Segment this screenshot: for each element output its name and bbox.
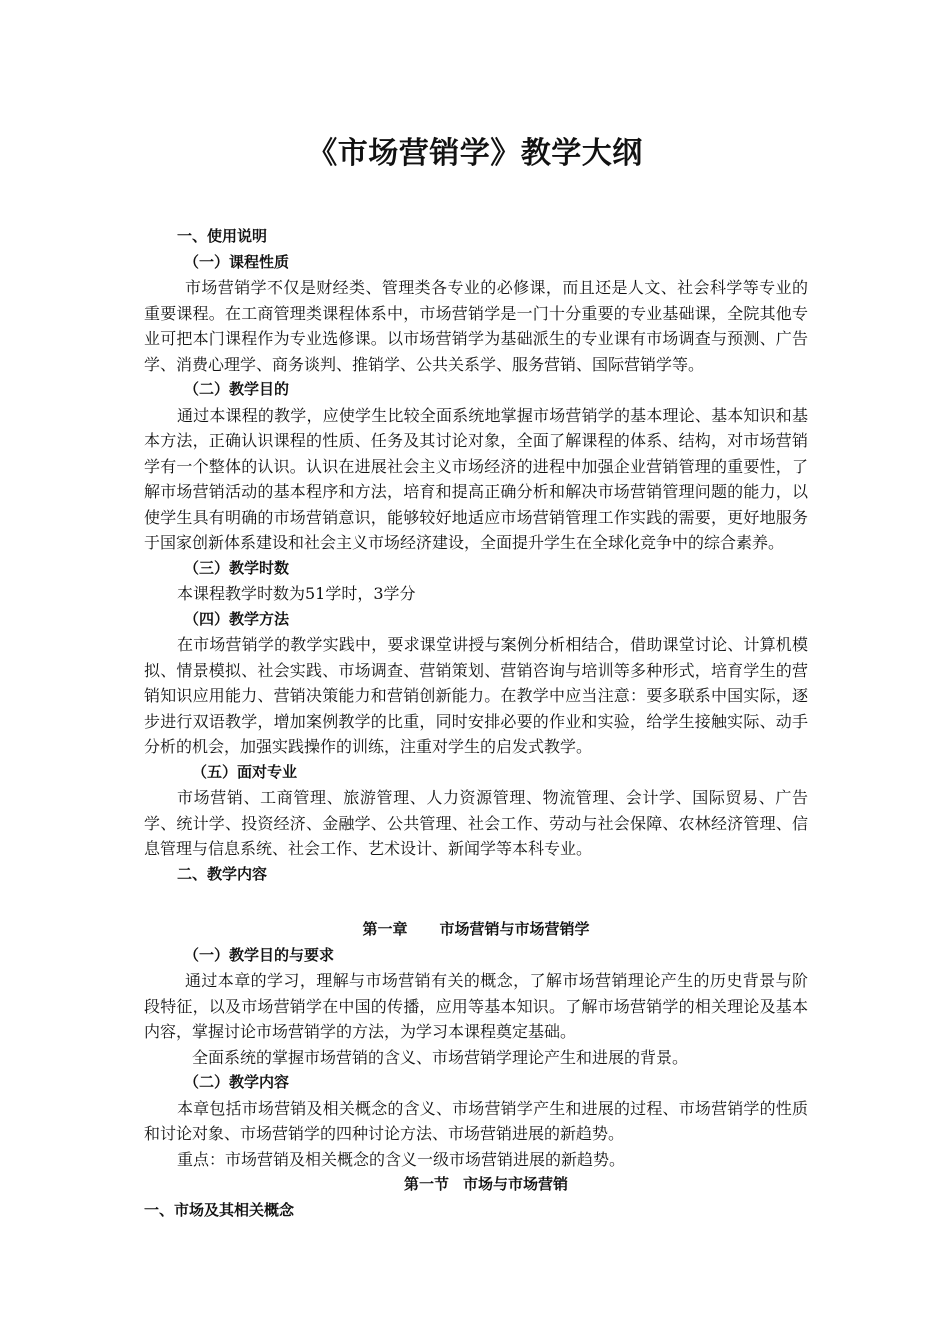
- document-body: [144, 224, 808, 1223]
- paragraph-chapter-goals: 通过本章的学习，理解与市场营销有关的概念，了解市场营销理论产生的历史背景与阶段特征，以及市场营销学在中国的传播，应用等基本知识。了解市场营销学的相关理论及基本内容，掌握讨论市场营销学的方法，为学习本课程奠定基础。: [144, 971, 808, 1041]
- subheading-chapter-goals: （一）教学目的与要求: [184, 945, 335, 964]
- paragraph-chapter-key-points: 重点：市场营销及相关概念的含义一级市场营销进展的新趋势。: [177, 1149, 626, 1169]
- section-title: 市场与市场营销: [463, 1175, 569, 1193]
- paragraph-teaching-purpose: 通过本课程的教学，应使学生比较全面系统地掌握市场营销学的基本理论、基本知识和基本方法，正确认识课程的性质、任务及其讨论对象，全面了解课程的体系、结构，对市场营销学有一个整体的认识。认识在进展社会主义市场经济的进程中加强企业营销管理的重要性，了解市场营销活动的基本程序和方法，培育和提高正确分析和解决市场营销管理问题的能力，以使学生具有明确的市场营销意识，能够较好地适应市场营销管理工作实践的需要，更好地服务于国家创新体系建设和社会主义市场经济建设，全面提升学生在全球化竞争中的综合素养。: [144, 405, 808, 552]
- paragraph-target-majors: 市场营销、工商管理、旅游管理、人力资源管理、物流管理、会计学、国际贸易、广告学、统计学、投资经济、金融学、公共管理、社会工作、劳动与社会保障、农林经济管理、信息管理与信息系统、社会工作、艺术设计、新闻学等本科专业。: [144, 788, 808, 858]
- paragraph-chapter-goals-2: 全面系统的掌握市场营销的含义、市场营销学理论产生和进展的背景。: [192, 1047, 689, 1067]
- paragraph-teaching-hours: 本课程教学时数为51学时，3学分: [177, 584, 416, 603]
- chapter-number: 第一章: [362, 920, 408, 938]
- subheading-chapter-content: （二）教学内容: [184, 1073, 290, 1091]
- chapter-title: 市场营销与市场营销学: [439, 920, 590, 938]
- section-heading-content: 二、教学内容: [177, 864, 268, 883]
- section-heading: [144, 1172, 808, 1198]
- subheading-teaching-purpose: （二）教学目的: [184, 380, 290, 398]
- subheading-teaching-hours: （三）教学时数: [184, 558, 290, 577]
- chapter-heading: [144, 917, 808, 943]
- paragraph-chapter-content: 本章包括市场营销及相关概念的含义、市场营销学产生和进展的过程、市场营销学的性质和讨论对象、市场营销学的四种讨论方法、市场营销进展的新趋势。: [144, 1098, 808, 1143]
- section-number: 第一节: [403, 1175, 449, 1193]
- document-title: 《市场营销学》教学大纲: [307, 136, 643, 171]
- subheading-course-nature: （一）课程性质: [184, 252, 290, 271]
- paragraph-teaching-method: 在市场营销学的教学实践中，要求课堂讲授与案例分析相结合，借助课堂讨论、计算机模拟、情景模拟、社会实践、市场调查、营销策划、营销咨询与培训等多种形式，培育学生的营销知识应用能力、营销决策能力和营销创新能力。在教学中应当注意：要多联系中国实际，逐步进行双语教学，增加案例教学的比重，同时安排必要的作业和实验，给学生接触实际、动手分析的机会，加强实践操作的训练，注重对学生的启发式教学。: [144, 635, 808, 756]
- subsection-heading: 一、市场及其相关概念: [144, 1200, 295, 1219]
- section-heading-usage: 一、使用说明: [177, 227, 268, 245]
- paragraph-course-nature: 市场营销学不仅是财经类、管理类各专业的必修课，而且还是人文、社会科学等专业的重要课程。在工商管理类课程体系中，市场营销学是一门十分重要的专业基础课，全院其他专业可把本门课程作为专业选修课。以市场营销学为基础派生的专业课有市场调查与预测、广告学、消费心理学、商务谈判、推销学、公共关系学、服务营销、国际营销学等。: [144, 278, 808, 374]
- subheading-target-majors: （五）面对专业: [192, 762, 298, 781]
- subheading-teaching-method: （四）教学方法: [184, 609, 290, 628]
